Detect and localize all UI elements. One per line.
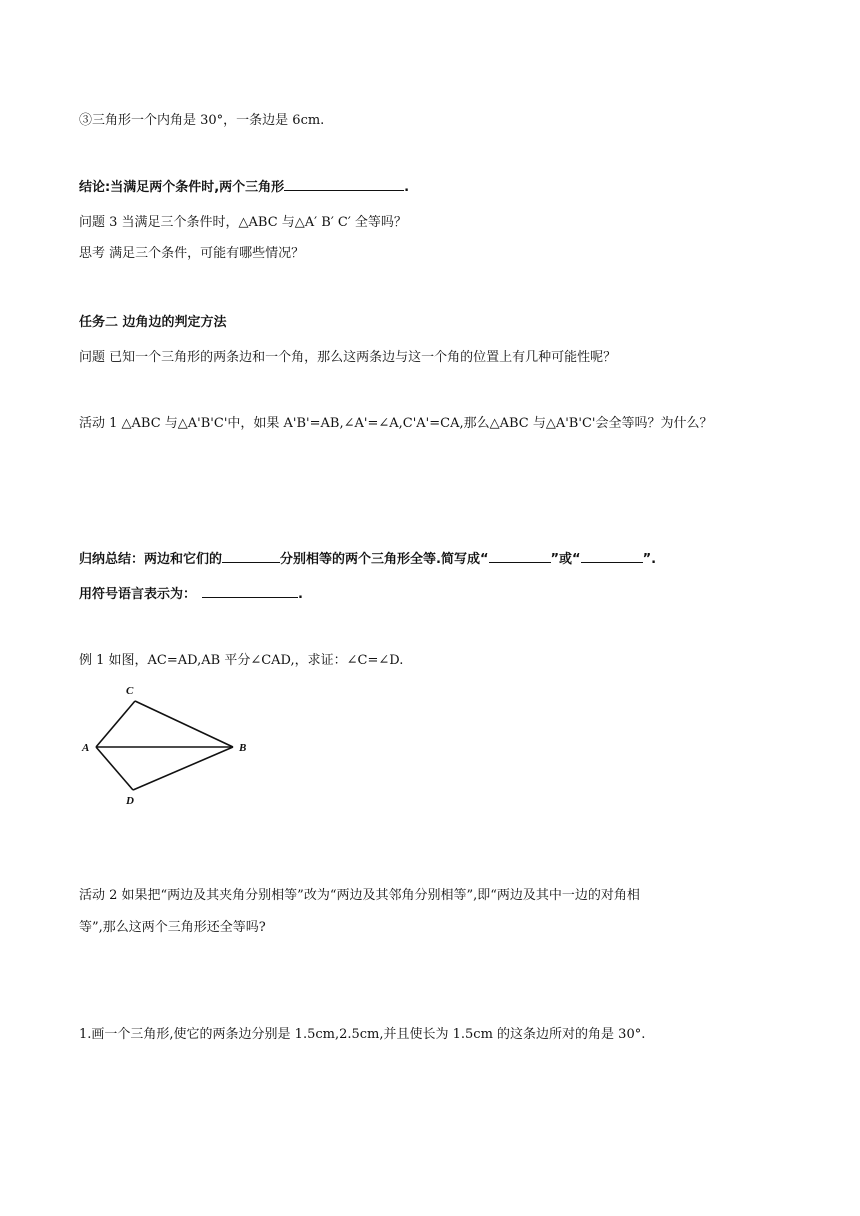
summary-text-b: 分别相等的两个三角形全等.简写成“ (280, 552, 489, 567)
label-d: D (126, 795, 134, 807)
label-a: A (82, 742, 90, 754)
question-3: 问题 3 当满足三个条件时，△ABC 与△A′ B′ C′ 全等吗？ (79, 215, 407, 230)
conclusion-text: 结论:当满足两个条件时,两个三角形 (79, 180, 285, 195)
example-1: 例 1 如图，AC=AD,AB 平分∠CAD,，求证：∠C=∠D. (79, 653, 404, 668)
summary-blank-3[interactable] (581, 562, 643, 563)
summary-text-c: ”或“ (550, 552, 581, 567)
summary-text-a: 归纳总结：两边和它们的 (79, 552, 223, 567)
label-b: B (239, 742, 247, 754)
summary (79, 552, 656, 569)
activity-2-line-2: 等”,那么这两个三角形还全等吗? (79, 920, 266, 935)
summary-blank-2[interactable] (489, 562, 551, 563)
edge-ac (96, 701, 135, 747)
question: 问题 已知一个三角形的两条边和一个角，那么这两条边与这一个角的位置上有几种可能性呢？ (79, 350, 617, 365)
summary-text-d: ”. (642, 552, 657, 567)
kite-diagram (78, 680, 258, 810)
conclusion (79, 180, 409, 197)
task-2-heading: 任务二 边角边的判定方法 (79, 315, 227, 330)
symbol-blank[interactable] (202, 597, 298, 598)
label-c: C (126, 685, 134, 697)
edge-db (133, 747, 233, 790)
think: 思考 满足三个条件，可能有哪些情况？ (79, 246, 305, 261)
activity-1: 活动 1 △ABC 与△A'B'C'中，如果 A'B'=AB,∠A'=∠A,C'A'=CA,那么△ABC 与△A'B'C'会全等吗？为什么？ (79, 416, 713, 431)
edge-cb (135, 701, 233, 747)
draw-task-1: 1.画一个三角形,使它的两条边分别是 1.5cm,2.5cm,并且使长为 1.5cm 的这条边所对的角是 30°. (79, 1027, 646, 1042)
edge-ad (96, 747, 133, 790)
conclusion-end: . (404, 180, 410, 195)
conclusion-blank[interactable] (284, 190, 404, 191)
symbol-language (79, 587, 303, 604)
condition-3: ③三角形一个内角是 30°，一条边是 6cm. (79, 113, 325, 128)
summary-blank-1[interactable] (222, 562, 280, 563)
symbol-end: . (298, 587, 303, 602)
symbol-text: 用符号语言表示为： (79, 587, 197, 602)
activity-2-line-1: 活动 2 如果把“两边及其夹角分别相等”改为“两边及其邻角分别相等”,即“两边及其中一边的对角相 (79, 888, 640, 903)
